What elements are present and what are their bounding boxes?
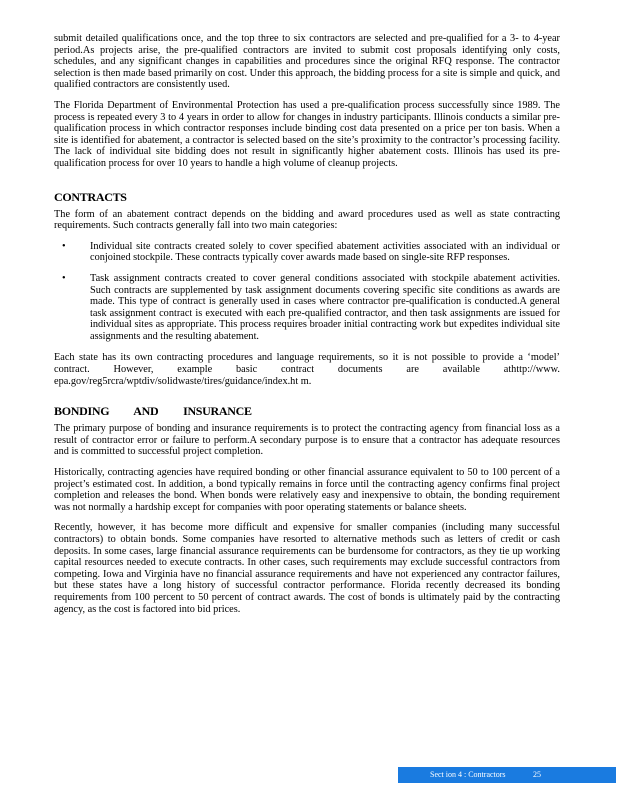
intro-paragraph-1: submit detailed qualifications once, and the top three to six contractors are selected and pre-qualified for a 3- to 4-year period.As projects arise, the pre-qualified contractors are invited to submit cost proposals identifying only costs, schedules, and any significant changes in capabilities and procedures since the original RFQ response. The contractor selection is then made based primarily on cost. Under this approach, the bidding process for a site is simple and quick, and qualified contractors are consistently used. xyxy=(54,33,560,91)
footer-section-label: Sect ion 4 : Contractors xyxy=(430,770,506,779)
contracts-closing: Each state has its own contracting procedures and language requirements, so it is not possible to provide a ‘model’ contract. However, example basic contract documents are available athttp://www. epa.gov/reg5rcra/wptdiv/solidwaste/tires/guidance/index.ht m. xyxy=(54,352,560,387)
list-item-text: Individual site contracts created solely to cover specified abatement activities associated with an individual or conjoined stockpile. These contracts typically cover awards made based on single-site RFP responses. xyxy=(90,240,560,264)
intro-paragraph-2: The Florida Department of Environmental Protection has used a pre-qualification process successfully since 1989. The process is repeated every 3 to 4 years in order to allow for changes in industry participants. Illinois conducts a similar pre-qualification process in which contractor responses include binding cost data presented on a price per ton basis. When a site is identified for abatement, a contractor is selected based on the site’s proximity to the contractor’s processing facility. The lack of individual site bidding does not result in significantly higher abatement costs. Illinois has used its pre-qualification process for over 10 years to handle a high volume of cleanup projects. xyxy=(54,99,560,169)
contracts-heading: CONTRACTS xyxy=(54,189,127,204)
bonding-heading: BONDING AND INSURANCE xyxy=(54,404,252,419)
list-item xyxy=(54,241,560,264)
list-item-text: Task assignment contracts created to cover general conditions associated with stockpile abatement activities. Such contracts are supplemented by task assignment documents covering specific site conditions as awards are made. This type of contract is generally used in cases where contractor pre-qualification is conducted.A general task assignment contract is executed with each pre-qualified contractor, and then task assignments are issued for individual sites as appropriate. This process requires broader initial contracting work but expedites individual site assignments and the resulting abatement. xyxy=(90,272,560,342)
bonding-paragraph-1: The primary purpose of bonding and insurance requirements is to protect the contracting agency from financial loss as a result of contractor error or failure to perform.A secondary purpose is to ensure that a contractor has adequate resources and is committed to successful project completion. xyxy=(54,423,560,458)
document-page xyxy=(54,33,560,624)
contracts-intro: The form of an abatement contract depends on the bidding and award procedures used as well as state contracting requirements. Such contracts generally fall into two main categories: xyxy=(54,208,560,232)
page-number: 25 xyxy=(533,770,541,779)
page-footer xyxy=(398,767,616,783)
contracts-bullet-list xyxy=(54,241,560,343)
list-item xyxy=(54,273,560,343)
bullet-icon: • xyxy=(62,272,66,284)
bullet-icon: • xyxy=(62,240,66,252)
bonding-paragraph-2: Historically, contracting agencies have required bonding or other financial assurance equivalent to 50 to 100 percent of a project’s estimated cost. In addition, a bond typically remains in force until the contracting agency confirms final project completion and releases the bond. When bonds were relatively easy and inexpensive to obtain, the bonding requirement was not normally a hardship except for companies with poor operating statements or balance sheets. xyxy=(54,467,560,513)
bonding-paragraph-3: Recently, however, it has become more difficult and expensive for smaller companies (including many successful contractors) to obtain bonds. Some companies have resorted to alternative methods such as letters of credit or cash deposits. In some cases, large financial assurance requirements can be burdensome for contractors, as they tie up working capital resources needed to execute contracts. In other cases, such requirements may exclude successful contractors from competing. Iowa and Virginia have no financial assurance requirements and have not experienced any contractor failures, but these states have a long history of successful contractor performance. Florida recently decreased its bonding requirements from 100 percent to 50 percent of contract awards. The cost of bonds is ultimately paid by the contracting agency, as the cost is factored into bid prices. xyxy=(54,522,560,615)
